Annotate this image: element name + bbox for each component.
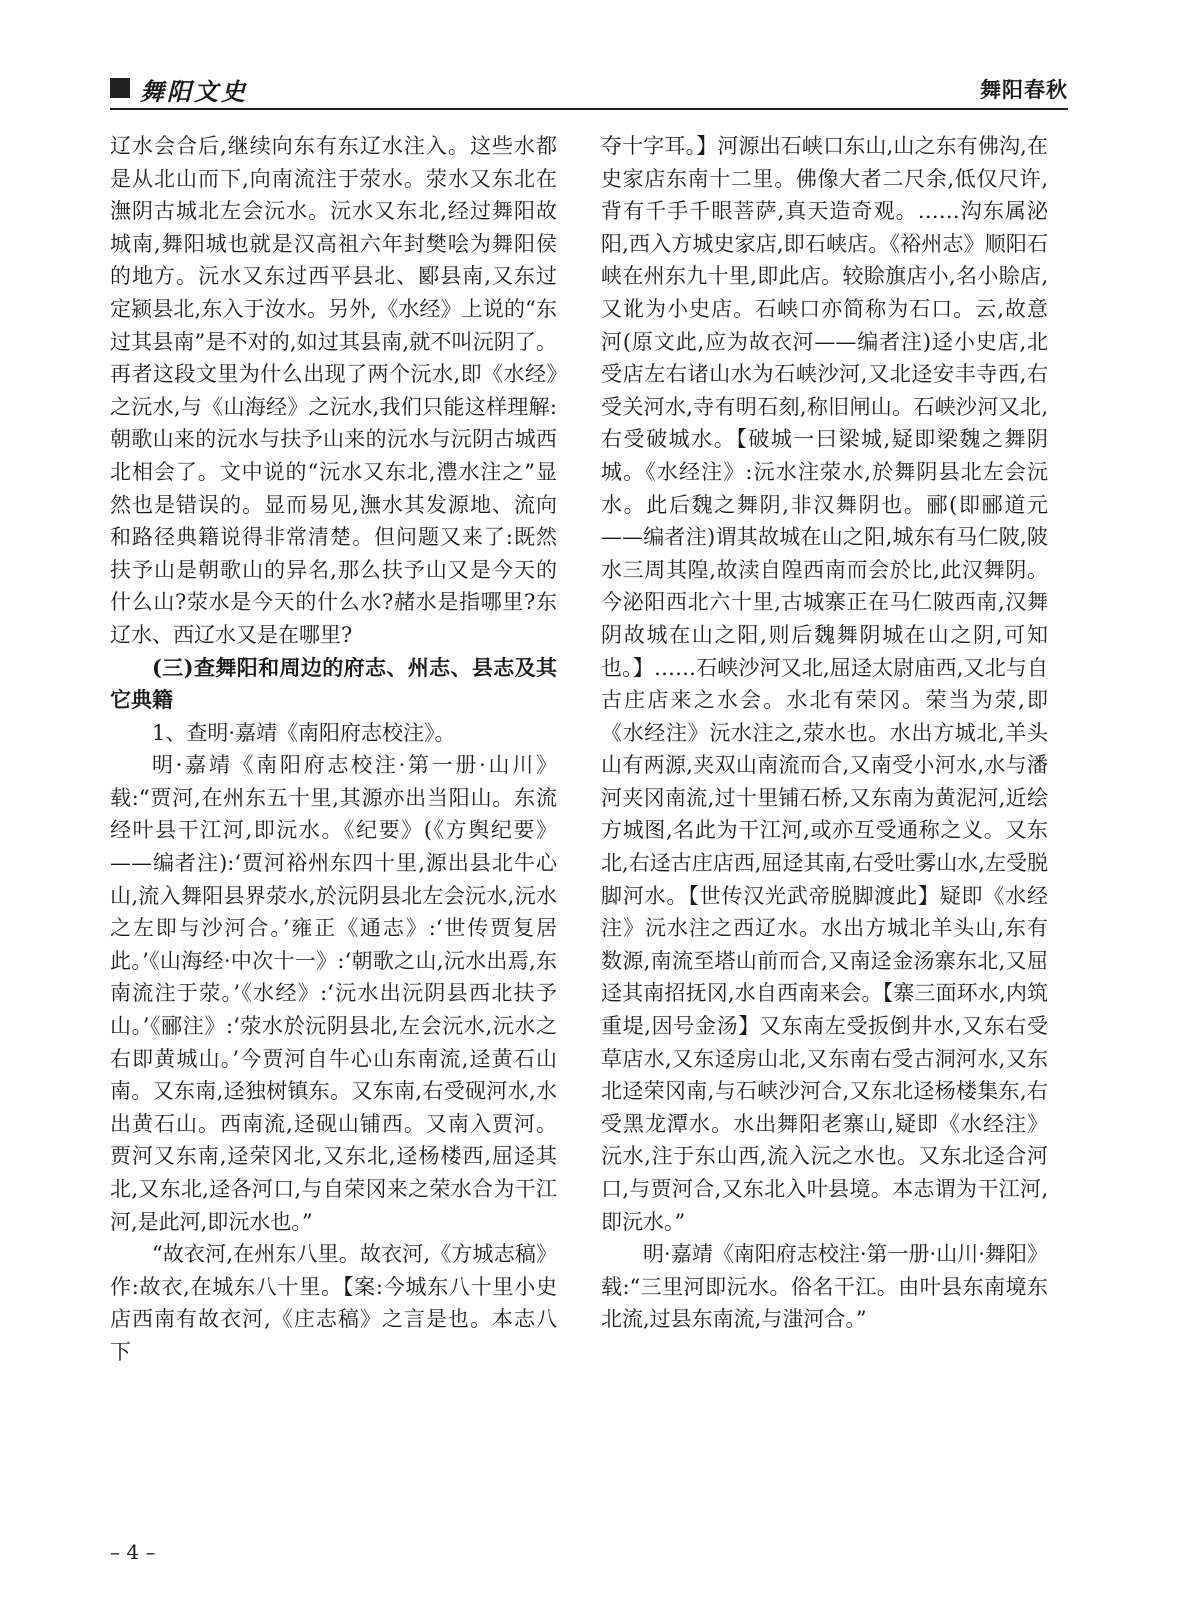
left-column: [110, 130, 557, 1369]
left-paragraph-2: 1、查明·嘉靖《南阳府志校注》。: [152, 720, 456, 745]
section-heading: (三)查舞阳和周边的府志、州志、县志及其它典籍: [110, 654, 557, 713]
journal-title-left: 舞阳文史: [140, 77, 248, 106]
header-rule: [110, 108, 1068, 110]
right-column: [601, 130, 1048, 1336]
left-paragraph-1: 辽水会合后,继续向东有东辽水注入。这些水都是从北山而下,向南流注于荥水。荥水又东北在潕阴古城北左会沅水。沅水又东北,经过舞阳故城南,舞阳城也就是汉高祖六年封樊哙为舞阳侯的地方。沅水又东过西平县北、郾县南,又东过定颍县北,东入于汝水。另外,《水经》上说的“东过其县南”是不对的,如过其县南,就不叫沅阴了。再者这段文里为什么出现了两个沅水,即《水经》之沅水,与《山海经》之沅水,我们只能这样理解:朝歌山来的沅水与扶予山来的沅水与沅阴古城西北相会了。文中说的“沅水又东北,澧水注之”显然也是错误的。显而易见,潕水其发源地、流向和路径典籍说得非常清楚。但问题又来了:既然扶予山是朝歌山的异名,那么扶予山又是今天的什么山?荥水是今天的什么水?赭水是指哪里?东辽水、西辽水又是在哪里?: [110, 134, 557, 647]
right-paragraph-2: 明·嘉靖《南阳府志校注·第一册·山川·舞阳》载:“三里河即沅水。俗名干江。由叶县东南境东北流,过县东南流,与滍河合。”: [601, 1242, 1048, 1332]
right-paragraph-1: 夺十字耳。】河源出石峡口东山,山之东有佛沟,在史家店东南十二里。佛像大者二尺余,低仅尺许,背有千手千眼菩萨,真天造奇观。……沟东属泌阳,西入方城史家店,即石峡店。《裕州志》顺阳石峡在州东九十里,即此店。较賒旗店小,名小賒店,又讹为小史店。石峡口亦简称为石口。云,故意河(原文此,应为故衣河——编者注)迳小史店,北受店左右诸山水为石峡沙河,又北迳安丰寺西,右受关河水,寺有明石刻,称旧闸山。石峡沙河又北,右受破城水。【破城一曰梁城,疑即梁魏之舞阴城。《水经注》:沅水注荥水,於舞阴县北左会沅水。此后魏之舞阴,非汉舞阴也。郦(即郦道元——编者注)谓其故城在山之阳,城东有马仁陂,陂水三周其隍,故渎自隍西南而会於比,此汉舞阴。今泌阳西北六十里,古城寨正在马仁陂西南,汉舞阴故城在山之阳,则后魏舞阴城在山之阴,可知也。】……石峡沙河又北,屈迳太尉庙西,又北与自古庄店来之水会。水北有荣冈。荣当为荥,即《水经注》沅水注之,荥水也。水出方城北,羊头山有两源,夹双山南流而合,又南受小河水,水与潘河夹冈南流,过十里铺石桥,又东南为黄泥河,近绘方城图,名此为干江河,或亦互受通称之义。又东北,右迳古庄店西,屈迳其南,右受吐雾山水,左受脱脚河水。【世传汉光武帝脱脚渡此】疑即《水经注》沅水注之西辽水。水出方城北羊头山,东有数源,南流至塔山前而合,又南迳金汤寨东北,又屈迳其南招抚冈,水自西南来会。【寨三面环水,内筑重堤,因号金汤】又东南左受扳倒井水,又东右受草店水,又东迳房山北,又东南右受古洞河水,又东北迳荣冈南,与石峡沙河合,又东北迳杨楼集东,右受黑龙潭水。水出舞阳老寨山,疑即《水经注》沅水,注于东山西,流入沅之水也。又东北迳合河口,与贾河合,又东北入叶县境。本志谓为干江河,即沅水。”: [601, 134, 1048, 1234]
left-paragraph-4: “故衣河,在州东八里。故衣河,《方城志稿》作:故衣,在城东八十里。【案:今城东八十里小史店西南有故衣河,《庄志稿》之言是也。本志八下: [110, 1242, 557, 1364]
header-square-mark: [110, 78, 130, 98]
left-paragraph-3: 明·嘉靖《南阳府志校注·第一册·山川》载:“贾河,在州东五十里,其源亦出当阳山。东流经叶县干江河,即沅水。《纪要》(《方舆纪要》——编者注):‘贾河裕州东四十里,源出县北牛心山,流入舞阳县界荥水,於沅阴县北左会沅水,沅水之左即与沙河合。’雍正《通志》:‘世传贾复居此。’《山海经·中次十一》:‘朝歌之山,沅水出焉,东南流注于荥。’《水经》:‘沅水出沅阴县西北扶予山。’《郦注》:‘荥水於沅阴县北,左会沅水,沅水之右即黄城山。’今贾河自牛心山东南流,迳黄石山南。又东南,迳独树镇东。又东南,右受砚河水,水出黄石山。西南流,迳砚山铺西。又南入贾河。贾河又东南,迳荣冈北,又东北,迳杨楼西,屈迳其北,又东北,迳各河口,与自荣冈来之荣水合为干江河,是此河,即沅水也。”: [110, 753, 557, 1234]
page-number: – 4 –: [110, 1540, 156, 1564]
section-title-right: 舞阳春秋: [980, 78, 1068, 102]
page-header: [110, 72, 1068, 108]
